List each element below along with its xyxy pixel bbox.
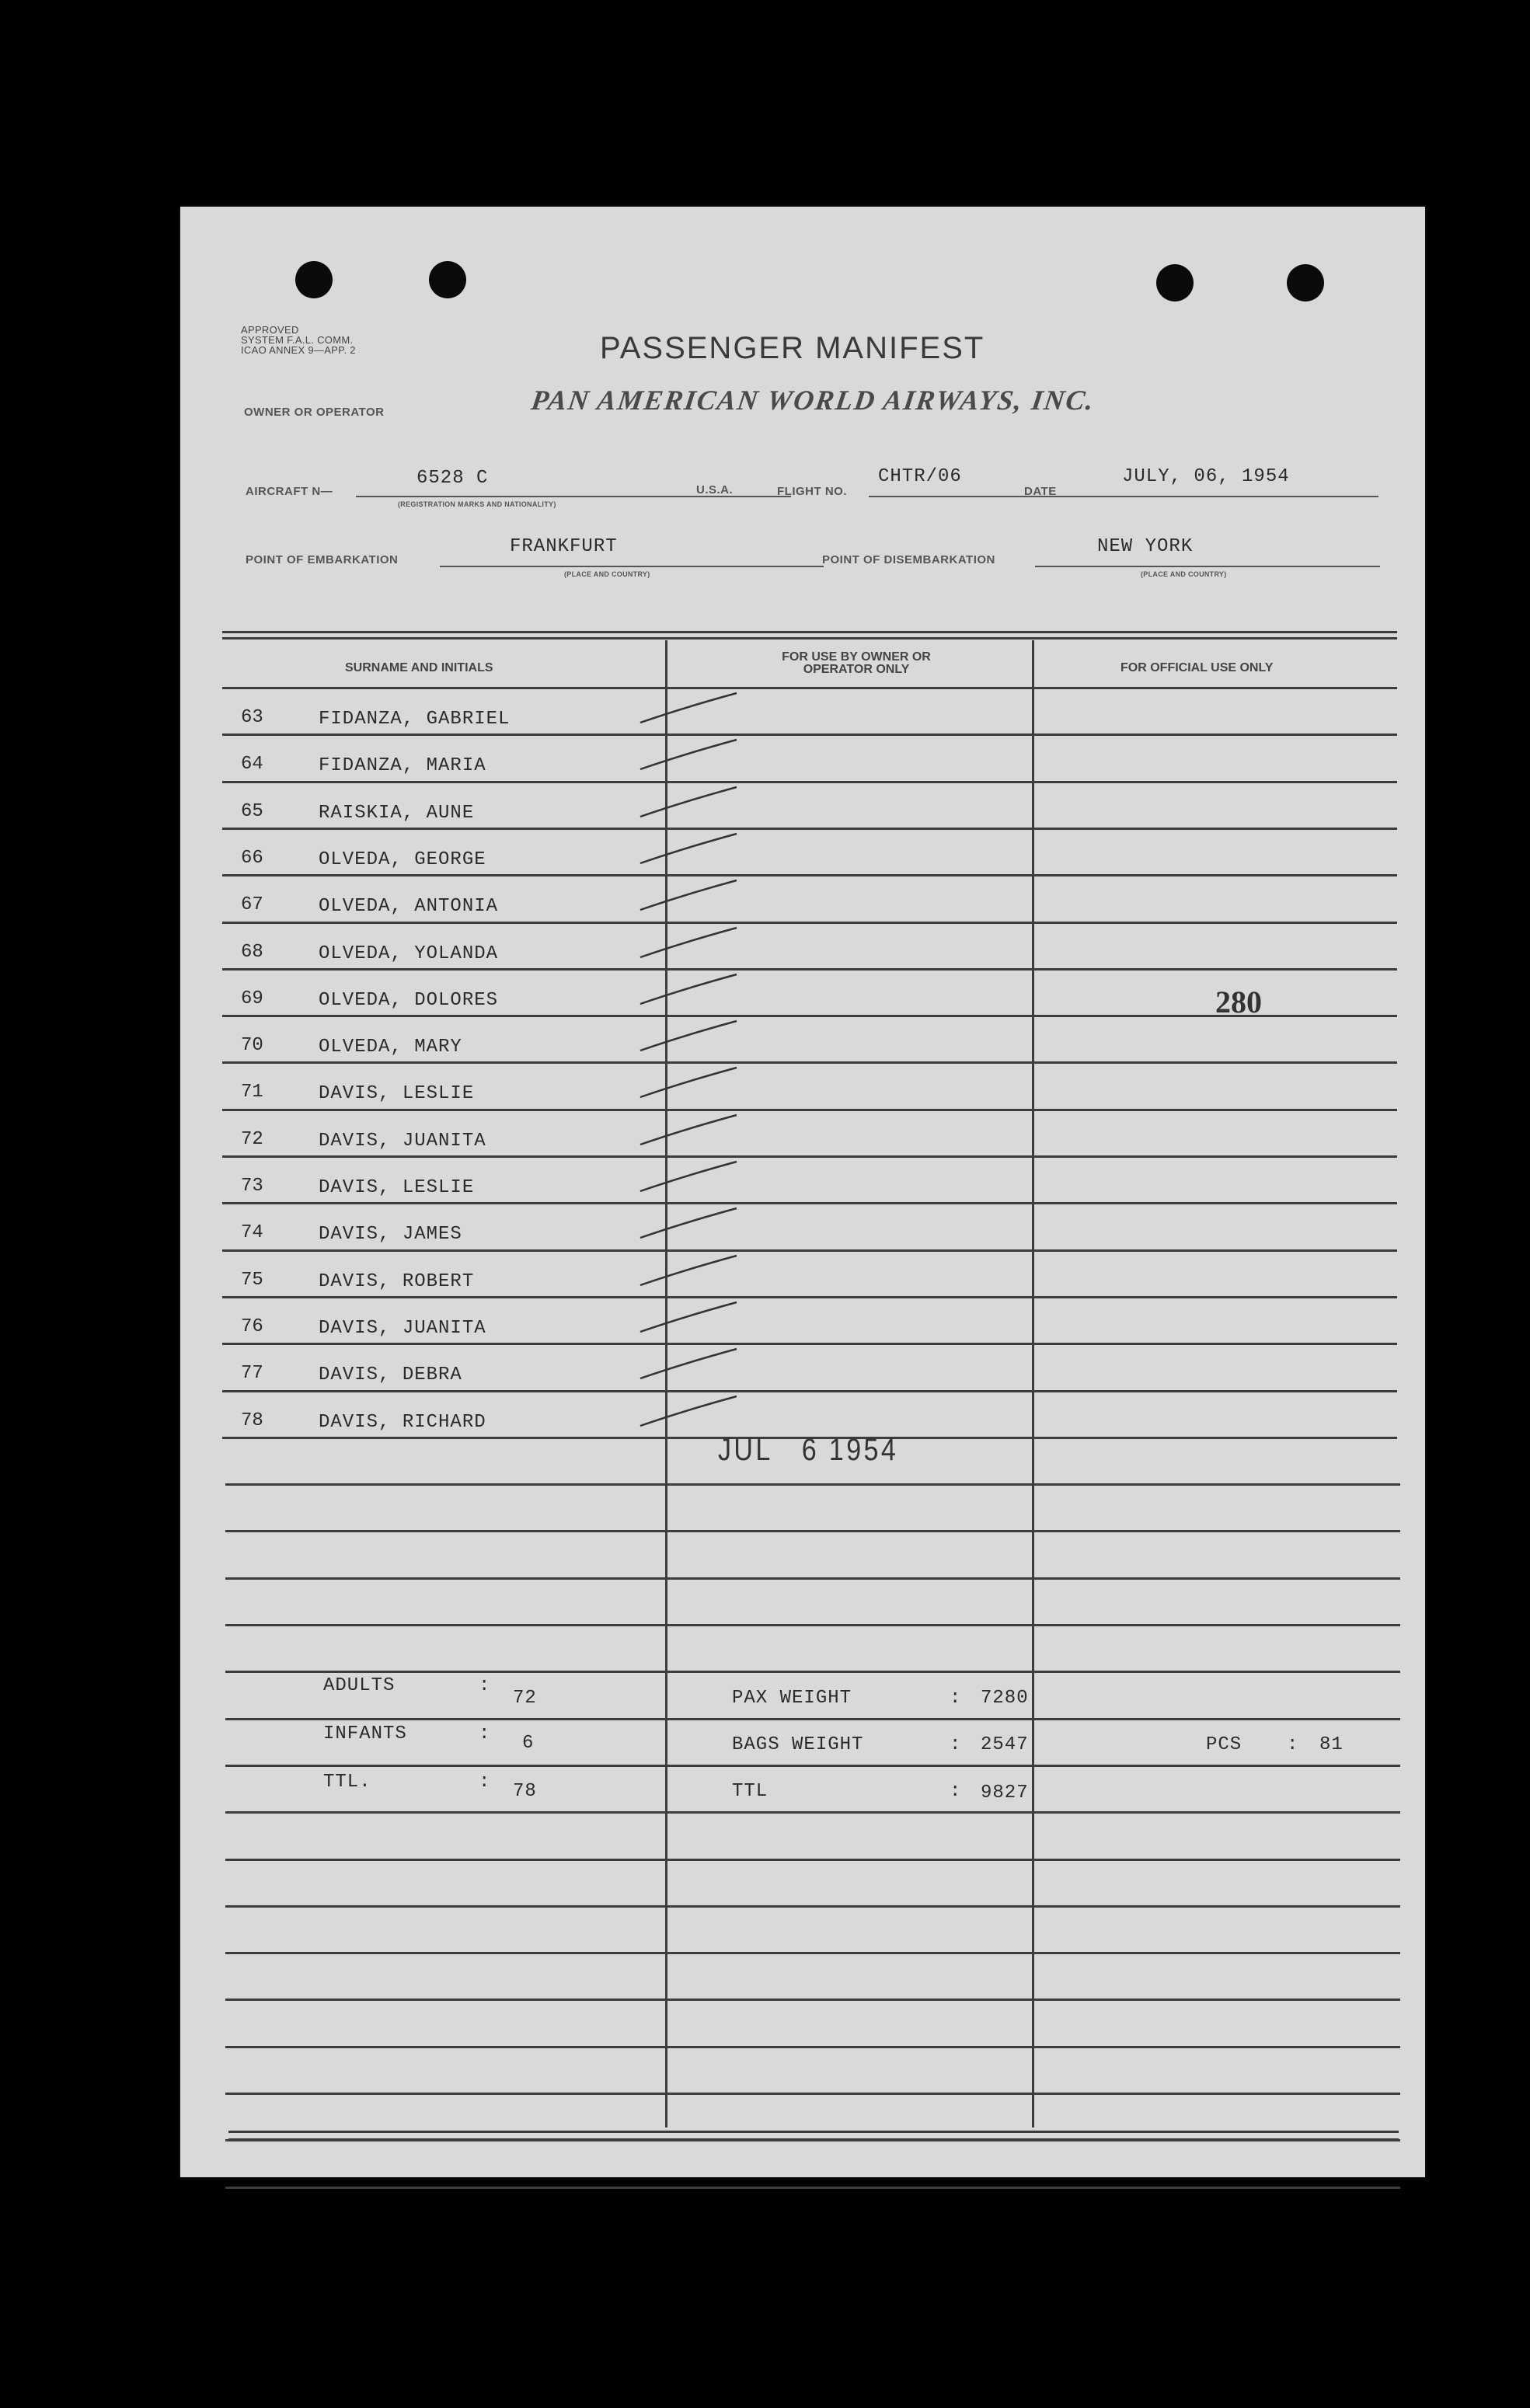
passenger-name: DAVIS, LESLIE [319, 1177, 475, 1198]
passenger-name: DAVIS, ROBERT [319, 1271, 475, 1292]
passenger-number: 70 [241, 1035, 263, 1056]
approval-line: ICAO ANNEX 9—APP. 2 [241, 344, 356, 356]
passenger-number: 74 [241, 1222, 263, 1243]
colon: : [1287, 1734, 1299, 1755]
flight-label: FLIGHT NO. [777, 485, 847, 498]
pcs-label: PCS [1206, 1734, 1242, 1755]
pax-weight-label: PAX WEIGHT [732, 1688, 852, 1709]
ttl-value: 78 [513, 1781, 537, 1802]
passenger-name: OLVEDA, DOLORES [319, 990, 499, 1011]
passenger-number: 68 [241, 942, 263, 963]
weight-ttl-value: 9827 [981, 1782, 1029, 1803]
passenger-number: 63 [241, 707, 263, 728]
date-stamp [718, 1433, 898, 1468]
passenger-name: DAVIS, JUANITA [319, 1131, 486, 1152]
aircraft-label: AIRCRAFT N— [246, 485, 333, 498]
check-mark [640, 880, 737, 910]
check-mark [640, 834, 737, 863]
passenger-name: DAVIS, JUANITA [319, 1318, 486, 1339]
bags-weight-label: BAGS WEIGHT [732, 1734, 864, 1755]
check-mark [640, 1349, 737, 1378]
approval-line: APPROVED [241, 324, 299, 336]
column-header-official: FOR OFFICIAL USE ONLY [1120, 661, 1274, 674]
flight-value: CHTR/06 [878, 466, 962, 487]
check-mark [640, 1396, 737, 1426]
check-marks [180, 207, 1425, 2177]
disembarkation-label: POINT OF DISEMBARKATION [822, 553, 995, 566]
passenger-number: 72 [241, 1129, 263, 1150]
table-bottom-rule [228, 2138, 1399, 2141]
place-note: (PLACE AND COUNTRY) [1141, 570, 1227, 578]
column-header-surname: SURNAME AND INITIALS [345, 661, 493, 674]
passenger-number: 67 [241, 894, 263, 915]
passenger-number: 78 [241, 1410, 263, 1431]
registration-note: (REGISTRATION MARKS AND NATIONALITY) [398, 500, 556, 508]
check-mark [640, 1115, 737, 1145]
check-mark [640, 740, 737, 769]
stamp-day-year: 6 1954 [801, 1433, 899, 1467]
pcs-value: 81 [1319, 1734, 1344, 1755]
check-mark [640, 1068, 737, 1097]
passenger-name: FIDANZA, GABRIEL [319, 709, 511, 730]
page-title: PASSENGER MANIFEST [600, 331, 985, 365]
disembarkation-value: NEW YORK [1097, 536, 1194, 557]
ttl-label: TTL. [323, 1772, 371, 1793]
stamp-month: JUL [718, 1433, 772, 1467]
date-value: JULY, 06, 1954 [1122, 466, 1290, 487]
passenger-number: 71 [241, 1082, 263, 1103]
check-mark [640, 1208, 737, 1238]
manifest-sheet [180, 207, 1425, 2177]
check-mark [640, 693, 737, 723]
bags-weight-value: 2547 [981, 1734, 1029, 1755]
colon: : [479, 1772, 491, 1793]
table-bottom-rule [228, 2131, 1399, 2133]
official-number: 280 [1215, 984, 1262, 1019]
embarkation-label: POINT OF EMBARKATION [246, 553, 399, 566]
infants-value: 6 [522, 1733, 535, 1754]
row-rule [225, 2187, 1400, 2189]
place-note: (PLACE AND COUNTRY) [564, 570, 650, 578]
colon: : [950, 1734, 962, 1755]
colon: : [479, 1675, 491, 1696]
passenger-name: OLVEDA, ANTONIA [319, 896, 499, 917]
check-mark [640, 1256, 737, 1285]
passenger-name: OLVEDA, YOLANDA [319, 943, 499, 964]
weight-ttl-label: TTL [732, 1781, 768, 1802]
aircraft-value: 6528 C [416, 468, 489, 489]
owner-label: OWNER OR OPERATOR [244, 406, 385, 419]
passenger-name: OLVEDA, MARY [319, 1037, 462, 1058]
passenger-number: 65 [241, 801, 263, 822]
check-mark [640, 974, 737, 1004]
column-header-owner: FOR USE BY OWNER OR OPERATOR ONLY [782, 650, 931, 676]
passenger-number: 76 [241, 1316, 263, 1337]
check-mark [640, 787, 737, 817]
passenger-number: 75 [241, 1270, 263, 1291]
airline-name: PAN AMERICAN WORLD AIRWAYS, INC. [529, 385, 1097, 416]
embarkation-value: FRANKFURT [510, 536, 618, 557]
passenger-name: DAVIS, RICHARD [319, 1412, 486, 1433]
usa-label: U.S.A. [696, 483, 734, 497]
passenger-number: 69 [241, 988, 263, 1009]
passenger-name: DAVIS, DEBRA [319, 1364, 462, 1385]
passenger-number: 73 [241, 1176, 263, 1197]
colon: : [479, 1723, 491, 1744]
passenger-name: DAVIS, LESLIE [319, 1083, 475, 1104]
check-mark [640, 1302, 737, 1332]
check-mark [640, 1162, 737, 1191]
passenger-number: 64 [241, 754, 263, 775]
colon: : [950, 1781, 962, 1802]
approval-line: SYSTEM F.A.L. COMM. [241, 334, 354, 346]
passenger-name: FIDANZA, MARIA [319, 755, 486, 776]
passenger-name: DAVIS, JAMES [319, 1224, 462, 1245]
pax-weight-value: 7280 [981, 1688, 1029, 1709]
check-mark [640, 1021, 737, 1051]
passenger-name: OLVEDA, GEORGE [319, 849, 486, 870]
passenger-name: RAISKIA, AUNE [319, 803, 475, 824]
passenger-number: 77 [241, 1363, 263, 1384]
adults-value: 72 [513, 1688, 537, 1709]
infants-label: INFANTS [323, 1723, 407, 1744]
check-mark [640, 928, 737, 957]
adults-label: ADULTS [323, 1675, 396, 1696]
date-label: DATE [1024, 485, 1057, 498]
passenger-number: 66 [241, 848, 263, 869]
colon: : [950, 1688, 962, 1709]
